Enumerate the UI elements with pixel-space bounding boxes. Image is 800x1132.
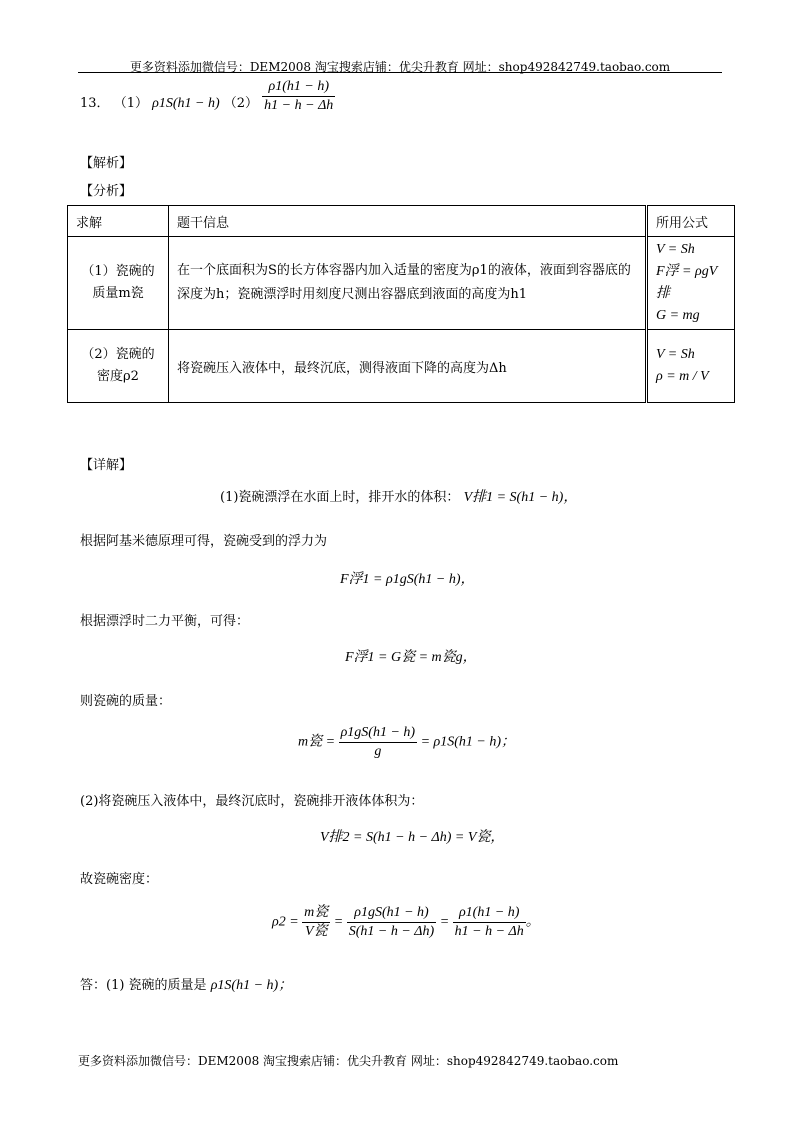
page-footer: 更多资料添加微信号：DEM2008 淘宝搜索店铺：优尖升教育 网址：shop492842749.taobao.com — [78, 1054, 619, 1068]
equation-volume: V排2 = S(h1 − h − Δh) = V瓷， — [320, 830, 505, 845]
table-header-row — [68, 206, 735, 237]
density-fraction-1: $\frac{\text{m瓷}}{\text{V瓷}}$ — [304, 905, 329, 939]
table-row — [68, 330, 735, 403]
answer-summary: 答：(1) 瓷碗的质量是 ρ1S(h1 − h)； — [80, 978, 293, 993]
detail-paragraph-2: 根据阿基米德原理可得，瓷碗受到的浮力为 — [80, 534, 328, 549]
table-row — [68, 237, 735, 330]
formula-cell: V = Sh F浮 = ρgV排 G = mg — [647, 237, 735, 330]
page-header: 更多资料添加微信号：DEM2008 淘宝搜索店铺：优尖升教育 网址：shop492842749.taobao.com — [129, 60, 671, 74]
part2-label: （2） — [223, 96, 259, 111]
section-xiangjie: 【详解】 — [80, 458, 133, 473]
detail-paragraph-1: (1)瓷碗漂浮在水面上时，排开水的体积： V排1 = S(h1 − h)， — [220, 490, 578, 505]
part1-expression: ρ1S(h1 − h) — [152, 96, 220, 111]
detail-paragraph-3: 根据漂浮时二力平衡，可得： — [80, 614, 250, 629]
detail-paragraph-6: 故瓷碗密度： — [80, 872, 159, 887]
density-fraction-2: $\frac{\rho 1gS(h1 - h)}{S(h1 - h - \Delta h)}$ — [348, 905, 435, 939]
section-fenxi: 【分析】 — [80, 184, 133, 199]
table-header-cell: 题干信息 — [169, 206, 647, 237]
equation-density: ρ2 = $\frac{\text{m瓷}}{\text{V瓷}}$ = $\frac{\rho 1gS(h1 - h)}{S(h1 - h - \Delta h)}$ = $\frac{\rho 1(h1 - h)}{h1 - h - \Delta h}$ 。 — [272, 905, 540, 939]
solve-cell: （1）瓷碗的 质量m瓷 — [68, 237, 169, 330]
mass-fraction: $\frac{\rho 1gS(h1 - h)}{g}$ — [340, 725, 416, 759]
formula-cell: V = Sh ρ = m / V — [647, 330, 735, 403]
header-divider — [78, 72, 722, 73]
equation-buoyancy: F浮1 = ρ1gS(h1 − h)， — [340, 572, 475, 587]
density-fraction-3: $\frac{\rho 1(h1 - h)}{h1 - h - \Delta h}$ — [454, 905, 524, 939]
info-cell: 将瓷碗压入液体中，最终沉底，测得液面下降的高度为Δh — [169, 330, 647, 403]
solve-cell: （2）瓷碗的 密度ρ2 — [68, 330, 169, 403]
section-jiexi: 【解析】 — [80, 156, 133, 171]
equation-mass: m瓷 = $\frac{\rho 1gS(h1 - h)}{g}$ = ρ1S(h1 − h)； — [298, 725, 516, 759]
analysis-table — [67, 205, 735, 403]
table-header-cell: 求解 — [68, 206, 169, 237]
part1-label: （1） — [113, 96, 148, 111]
part2-denominator: h1 − h − Δh — [264, 98, 334, 113]
equation-balance: F浮1 = G瓷 = m瓷g， — [345, 650, 477, 665]
detail-paragraph-4: 则瓷碗的质量： — [80, 694, 172, 709]
part2-fraction — [262, 78, 335, 115]
table-header-cell: 所用公式 — [647, 206, 735, 237]
question-number: 13． — [80, 96, 110, 111]
part2-numerator: ρ1(h1 − h) — [262, 78, 335, 97]
detail-paragraph-5: (2)将瓷碗压入液体中，最终沉底时，瓷碗排开液体体积为： — [80, 794, 424, 809]
info-cell: 在一个底面积为S的长方体容器内加入适量的密度为ρ1的液体，液面到容器底的深度为h；瓷碗漂浮时用刻度尺测出容器底到液面的高度为h1 — [169, 237, 647, 330]
